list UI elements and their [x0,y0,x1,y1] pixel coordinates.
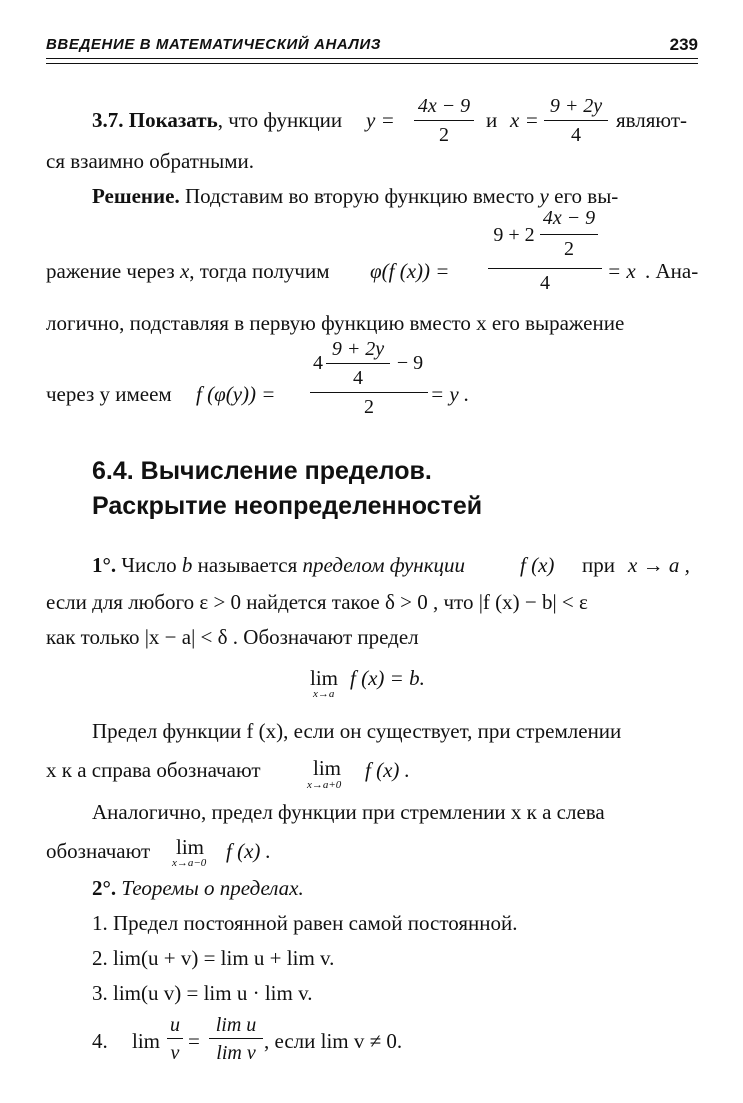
def-function: f (x) [520,553,555,577]
definition-line-2: если для любого ε > 0 найдется такое δ > 0 , что |f (x) − b| < ε [46,590,588,614]
function-2-lhs: x = [510,108,539,132]
problem-text: , что функции [217,108,343,132]
definition-line-3: как только |x − a| < δ . Обозначают предел [46,625,419,649]
outer-denominator: 4 [540,272,550,294]
page-number: 239 [669,35,698,54]
limit-word: lim [310,666,339,690]
problem-line-1 [92,107,342,133]
problem-line-2: ся взаимно обратными. [46,149,255,173]
theorems-heading: 2°. Теоремы о пределах. [92,876,304,900]
limit-subscript: x→a [313,688,335,700]
section-title-line-2: Раскрытие неопределенностей [92,492,483,520]
section-title-line-1: 6.4. Вычисление пределов. [92,457,432,485]
solution-label: Решение. [92,184,180,208]
solution-line-4: через y имеем [46,382,172,406]
phi-of-f-of-x: φ(f (x)) = [370,259,450,283]
limit-expression: f (x) = b. [350,666,425,690]
inner2-numerator: 9 + 2y [331,338,385,360]
left-limit-line-2: обозначают [46,839,151,863]
header-rule-top [46,58,698,59]
theorem-item: 3. lim(u v) = lim u · lim v. [92,981,313,1005]
function-2-denominator: 4 [571,124,581,146]
theorem-4-u: u [170,1014,180,1036]
outer2-denominator: 2 [364,396,374,418]
right-limit-subscript: x→a+0 [307,779,342,791]
problem-line-1-end: являют- [616,108,688,132]
inner-fraction-bar [540,234,598,235]
theorem-item: 1. Предел постоянной равен самой постоянной. [92,911,518,935]
theorem-4-lim: lim [132,1029,161,1053]
def-when: при [582,553,615,577]
right-limit-word: lim [313,756,342,780]
function-1-denominator: 2 [439,124,449,146]
def-x-to-a: x → a , [628,553,690,577]
result-x: = x [607,259,636,283]
inner-numerator: 4x − 9 [542,207,596,229]
theorem-4-v: v [170,1042,180,1064]
theorem-4-lim-u: lim u [215,1014,257,1036]
conjunction-and: и [486,108,498,132]
result-y: = y . [430,382,470,406]
inner2-suffix: − 9 [396,352,424,374]
theorem-4-lim-v: lim v [216,1042,256,1064]
theorem-4-condition: , если lim v ≠ 0. [264,1029,403,1053]
header-title: ВВЕДЕНИЕ В МАТЕМАТИЧЕСКИЙ АНАЛИЗ [46,36,382,53]
outer2-fraction-bar [310,392,428,393]
header-rule-bottom [46,63,698,64]
theorem-4-bar-left [167,1038,183,1039]
inner-denominator: 2 [564,238,574,260]
f-of-phi-of-y: f (φ(y)) = [196,382,276,406]
theorem-item: 2. lim(u + v) = lim u + lim v. [92,946,335,970]
outer-numerator-prefix: 9 + 2 [493,224,535,246]
solution-line-3: логично, подставляя в первую функцию вместо x его выражение [46,311,625,335]
function-2-fraction-bar [544,120,608,121]
inner2-prefix: 4 [313,352,323,374]
function-1-lhs: y = [366,108,395,132]
left-limit-word: lim [176,835,205,859]
right-limit-line-2: x к a справа обозначают [46,758,261,782]
left-limit-expression: f (x) . [226,839,271,863]
inner2-fraction-bar [326,363,390,364]
definition-line-1: 1°. Число b называется пределом функции [92,553,466,577]
defined-term: пределом функции [302,553,466,577]
solution-line-1: Решение. Подставим во вторую функцию вместо y его вы- [92,184,619,208]
function-2-numerator: 9 + 2y [549,95,603,117]
problem-label: 3.7. Показать [92,108,218,132]
outer-fraction-bar [488,268,602,269]
solution-line-2-end: . Ана- [645,259,699,283]
right-limit-expression: f (x) . [365,758,410,782]
function-1-numerator: 4x − 9 [417,95,471,117]
left-limit-subscript: x→a−0 [172,857,207,869]
running-header [46,36,698,54]
theorem-4-equals: = [188,1029,200,1053]
solution-line-2: ражение через x, тогда получим [46,259,330,283]
theorem-4-bar-right [209,1038,263,1039]
left-limit-line-1: Аналогично, предел функции при стремлении x к a слева [92,800,605,824]
function-1-fraction-bar [414,120,474,121]
inner2-denominator: 4 [353,367,363,389]
right-limit-line-1: Предел функции f (x), если он существует, при стремлении [92,719,622,743]
theorem-4-number: 4. [92,1029,108,1053]
